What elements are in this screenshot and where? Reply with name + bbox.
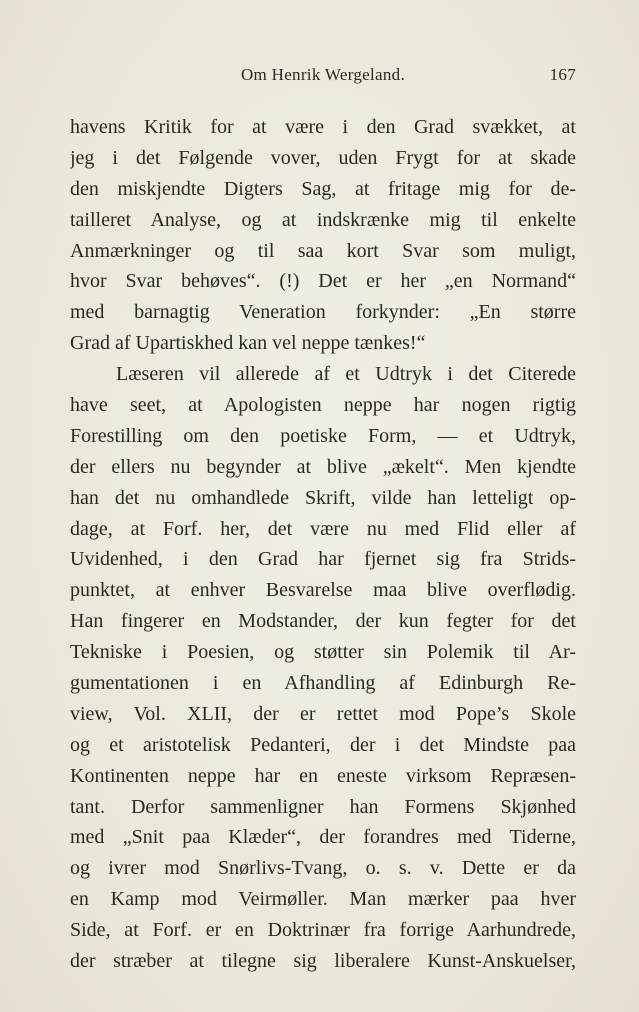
text-line: Uvidenhed, i den Grad har fjernet sig fra Strids- [70, 548, 576, 571]
text-line: hvor Svar behøves“. (!) Det er her „en Normand“ [70, 270, 576, 293]
body-text [70, 112, 576, 977]
text-line: med „Snit paa Klæder“, der forandres med Tiderne, [70, 826, 576, 849]
text-line: tailleret Analyse, og at indskrænke mig til enkelte [70, 208, 576, 231]
text-line: Grad af Upartiskhed kan vel neppe tænkes!“ [70, 332, 426, 355]
text-line: dage, at Forf. her, det være nu med Flid eller af [70, 517, 576, 540]
text-line: med barnagtig Veneration forkynder: „En større [70, 301, 576, 324]
text-line: og et aristotelisk Pedanteri, der i det Mindste paa [70, 733, 576, 756]
running-head [70, 63, 576, 87]
text-line: der ellers nu begynder at blive „ækelt“. Men kjendte [70, 455, 576, 478]
page-number: 167 [549, 65, 576, 84]
text-line: Tekniske i Poesien, og støtter sin Polemik til Ar- [70, 641, 576, 664]
text-line: gumentationen i en Afhandling af Edinburgh Re- [70, 672, 576, 695]
text-line: havens Kritik for at være i den Grad svækket, at [70, 116, 576, 138]
text-line: jeg i det Følgende vover, uden Frygt for at skade [70, 146, 576, 169]
text-line: og ivrer mod Snørlivs-Tvang, o. s. v. Dette er da [70, 857, 576, 880]
text-line: Forestilling om den poetiske Form, — et Udtryk, [70, 424, 576, 447]
text-line: view, Vol. XLII, der er rettet mod Pope’s Skole [70, 702, 576, 725]
text-line: Læseren vil allerede af et Udtryk i det Citerede [116, 363, 576, 386]
running-title: Om Henrik Wergeland. [240, 65, 406, 84]
text-line: punktet, at enhver Besvarelse maa blive overflødig. [70, 579, 576, 602]
text-line: en Kamp mod Veirmøller. Man mærker paa hver [70, 888, 576, 911]
text-line: den miskjendte Digters Sag, at fritage mig for de- [70, 177, 576, 200]
text-line: Side, at Forf. er en Doktrinær fra forrige Aarhundrede, [70, 919, 576, 942]
text-line: Anmærkninger og til saa kort Svar som muligt, [70, 239, 576, 262]
text-line: Han fingerer en Modstander, der kun fegter for det [70, 610, 576, 633]
text-line: han det nu omhandlede Skrift, vilde han letteligt op- [70, 486, 576, 509]
text-line: tant. Derfor sammenligner han Formens Skjønhed [70, 795, 576, 818]
text-line: have seet, at Apologisten neppe har nogen rigtig [70, 394, 576, 417]
text-line: der stræber at tilegne sig liberalere Kunst-Anskuelser, [70, 950, 576, 973]
text-line: Kontinenten neppe har en eneste virksom Repræsen- [70, 764, 576, 787]
